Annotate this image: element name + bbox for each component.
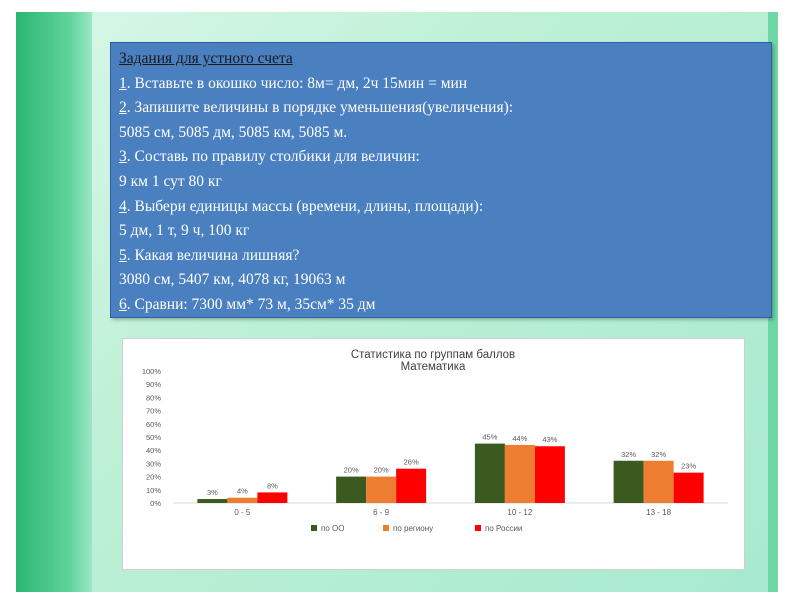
legend-swatch (475, 525, 481, 531)
task-line (119, 170, 763, 195)
task-number: 4 (119, 197, 127, 215)
legend-label: по ОО (321, 524, 345, 533)
data-label: 8% (266, 481, 278, 491)
bar (505, 445, 535, 503)
bar-chart (123, 339, 744, 569)
task-line (119, 72, 763, 97)
task-number: 6 (119, 295, 127, 313)
data-label: 20% (373, 465, 389, 475)
data-label: 20% (343, 465, 359, 475)
data-label: 45% (482, 432, 498, 442)
task-number: 2 (119, 99, 127, 117)
task-line (119, 121, 763, 146)
bar (257, 492, 287, 503)
y-tick-label: 80% (145, 393, 161, 403)
task-line (119, 145, 763, 170)
legend-swatch (383, 525, 389, 531)
task-text: . Запишите величины в порядке уменьшения(увеличения): (126, 99, 514, 117)
x-tick-label: 0 - 5 (234, 508, 251, 517)
bar (197, 499, 227, 503)
data-label: 4% (236, 486, 248, 496)
y-tick-label: 100% (141, 367, 161, 376)
task-line (119, 219, 763, 244)
task-text: 9 км 1 сут 80 кг (119, 172, 222, 190)
task-line (119, 244, 763, 269)
y-tick-label: 50% (145, 433, 161, 442)
y-tick-label: 90% (145, 380, 161, 390)
chart-title: Статистика по группам баллов (350, 349, 516, 361)
task-number: 3 (119, 148, 127, 166)
bar (644, 461, 674, 503)
task-number: 5 (119, 246, 127, 264)
data-label: 43% (542, 435, 558, 445)
task-text: . Сравни: 7300 мм* 73 м, 35см* 35 дм (126, 295, 376, 313)
task-text: . Вставьте в окошко число: 8м= дм, 2ч 15мин = мин (126, 74, 468, 92)
task-line (119, 268, 763, 293)
y-tick-label: 30% (145, 459, 161, 469)
y-tick-label: 60% (145, 419, 161, 429)
x-tick-label: 10 - 12 (507, 508, 533, 517)
bar (336, 477, 366, 503)
y-tick-label: 0% (150, 499, 161, 508)
bar (366, 477, 396, 503)
bar (227, 498, 257, 503)
task-text: 5085 см, 5085 дм, 5085 км, 5085 м. (119, 123, 348, 141)
y-tick-label: 10% (145, 485, 161, 495)
y-tick-label: 20% (145, 472, 161, 482)
task-text: . Составь по правилу столбики для величин: (126, 148, 420, 166)
bar (674, 473, 704, 503)
task-text: 3080 см, 5407 км, 4078 кг, 19063 м (119, 271, 346, 289)
task-line (119, 293, 763, 318)
data-label: 23% (681, 461, 697, 471)
legend-label: по региону (393, 524, 434, 533)
task-text: . Выбери единицы массы (времени, длины, площади): (126, 197, 484, 215)
tasks-box (110, 42, 772, 318)
task-number: 1 (119, 74, 127, 92)
x-tick-label: 13 - 18 (646, 508, 672, 517)
task-text: . Какая величина лишняя? (126, 246, 300, 264)
y-tick-label: 70% (145, 406, 161, 416)
task-line (119, 195, 763, 220)
bar (614, 461, 644, 503)
data-label: 26% (403, 457, 419, 467)
task-text: 5 дм, 1 т, 9 ч, 100 кг (119, 222, 250, 240)
tasks-heading: Задания для устного счета (119, 50, 293, 67)
x-tick-label: 6 - 9 (373, 508, 390, 517)
legend-swatch (311, 525, 317, 531)
bar (535, 446, 565, 503)
data-label: 32% (651, 449, 667, 459)
bar (475, 444, 505, 503)
legend-label: по России (485, 524, 523, 533)
bar (396, 469, 426, 503)
y-tick-label: 40% (145, 446, 161, 456)
data-label: 44% (512, 433, 528, 443)
left-decor-stripe (16, 12, 92, 592)
data-label: 3% (206, 488, 218, 498)
chart-card (122, 338, 745, 570)
chart-subtitle: Математика (400, 361, 466, 373)
data-label: 32% (621, 449, 637, 459)
task-line (119, 96, 763, 121)
